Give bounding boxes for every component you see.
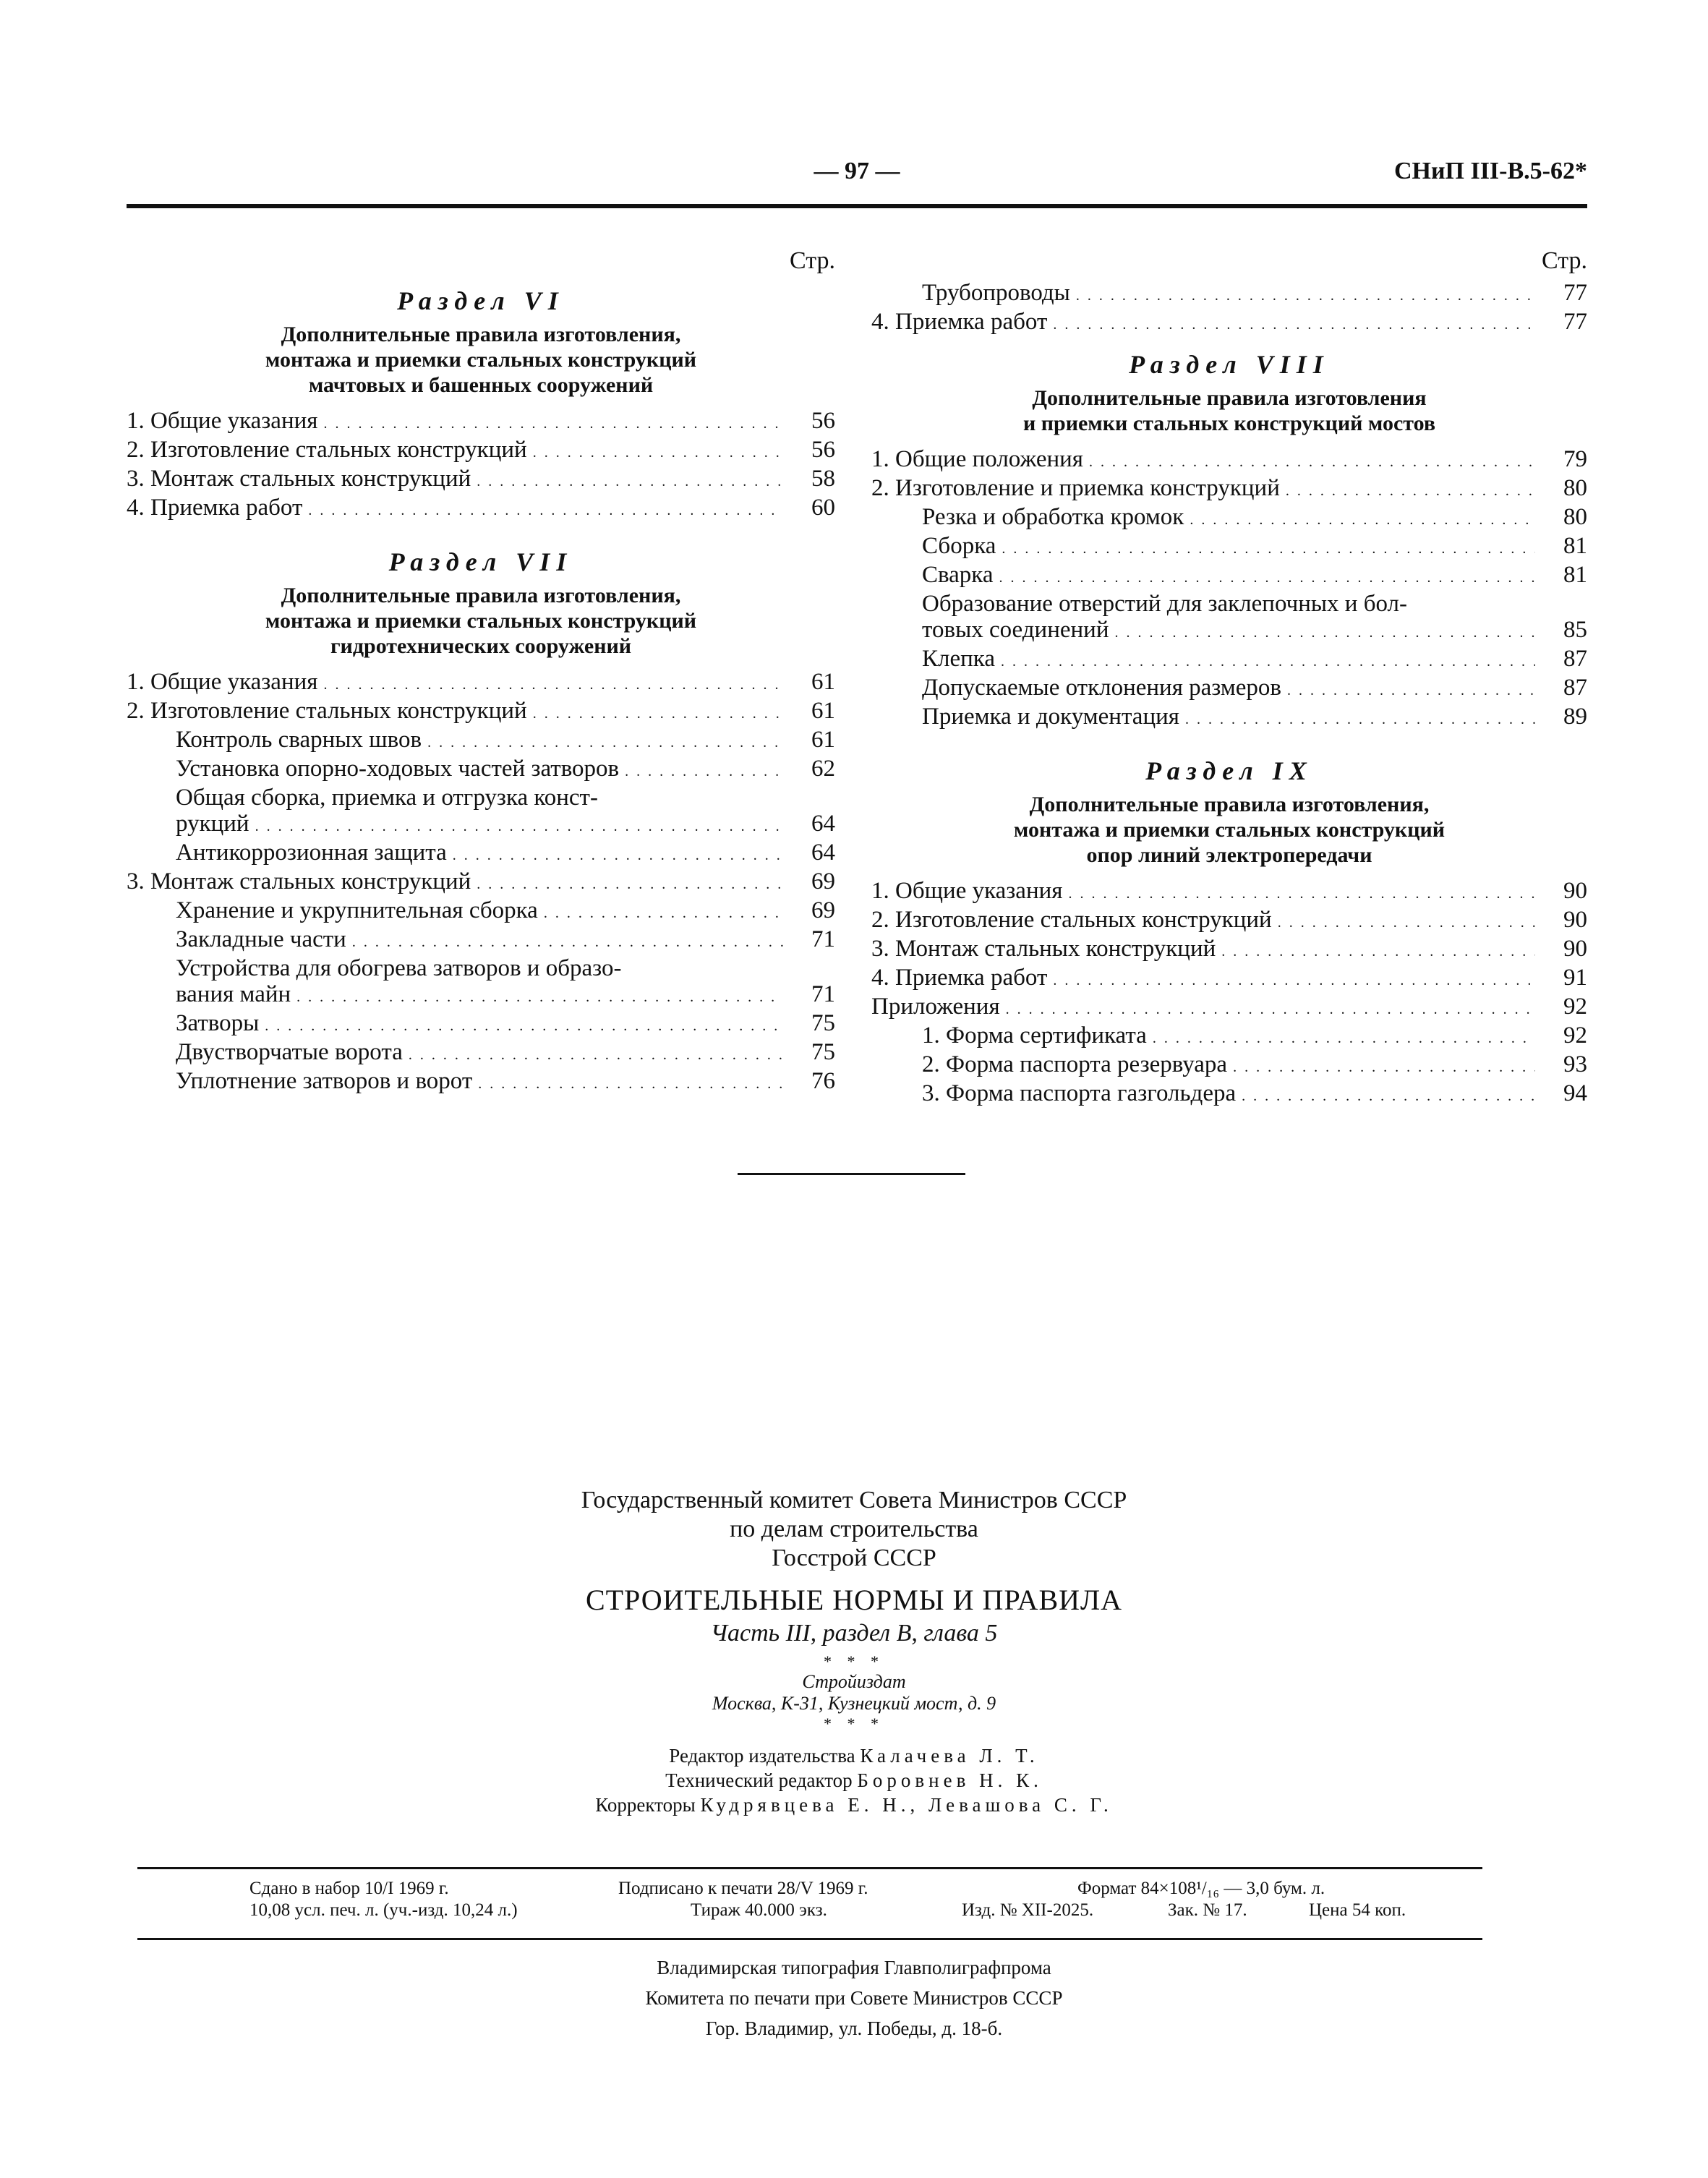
toc-entry[interactable]	[127, 1068, 835, 1097]
toc-list	[871, 280, 1587, 338]
printer-line: Гор. Владимир, ул. Победы, д. 18-б.	[705, 2017, 1003, 2039]
imprint-format: Формат 84×108¹/₁₆ — 3,0 бум. л.	[1077, 1879, 1325, 1898]
toc-entry-page: 92	[1563, 994, 1587, 1020]
printer-line: Комитета по печати при Совете Министров СССР	[645, 1987, 1063, 2009]
printer-info	[0, 1952, 1708, 2044]
toc-entry-page: 61	[811, 669, 835, 695]
toc-entry[interactable]	[127, 1010, 835, 1039]
toc-entry[interactable]	[871, 504, 1587, 533]
toc-entry-page: 60	[811, 495, 835, 521]
section-heading	[127, 583, 835, 659]
leader-dots	[255, 811, 783, 840]
leader-dots	[265, 1010, 783, 1039]
leader-dots	[1286, 475, 1535, 504]
toc-entry-text-line1: Общая сборка, приемка и отгрузка конст-	[176, 785, 598, 811]
toc-entry-text: рукций	[176, 811, 249, 837]
toc-entry[interactable]	[871, 309, 1587, 338]
toc-entry-page: 80	[1563, 504, 1587, 530]
toc-entry-page: 64	[811, 840, 835, 866]
toc-list	[127, 669, 835, 1097]
toc-entry-text-line1: Устройства для обогрева затворов и образо-	[176, 955, 622, 981]
toc-list	[871, 446, 1587, 733]
toc-entry[interactable]	[127, 868, 835, 897]
toc-entry-text: 2. Форма паспорта резервуара	[922, 1051, 1228, 1077]
leader-dots	[1190, 504, 1535, 533]
leader-dots	[533, 437, 783, 466]
header-rule	[127, 204, 1587, 208]
editor-line	[0, 1743, 1708, 1768]
leader-dots	[1221, 936, 1535, 965]
section-7	[127, 541, 835, 1097]
leader-dots	[1153, 1022, 1535, 1051]
toc-entry[interactable]	[871, 936, 1587, 965]
leader-dots	[1233, 1051, 1535, 1080]
toc-entry[interactable]	[871, 965, 1587, 994]
leader-dots	[1185, 704, 1535, 733]
leader-dots	[1278, 907, 1535, 936]
toc-entry-page: 80	[1563, 475, 1587, 501]
leader-dots	[1006, 994, 1535, 1022]
toc-entry-text: Контроль сварных швов	[176, 727, 422, 753]
leader-dots	[296, 981, 783, 1010]
toc-entry-page: 61	[811, 698, 835, 724]
section-heading	[871, 792, 1587, 868]
divider-rule	[738, 1173, 965, 1175]
toc-entry[interactable]	[127, 1039, 835, 1068]
toc-entry[interactable]	[871, 1022, 1587, 1051]
printer-line: Владимирская типография Главполиграфпрома	[657, 1957, 1051, 1978]
toc-entry[interactable]	[127, 785, 835, 840]
toc-entry-page: 76	[811, 1068, 835, 1094]
toc-entry-page: 62	[811, 756, 835, 782]
leader-dots	[625, 756, 783, 785]
toc-entry-page: 87	[1563, 646, 1587, 672]
toc-entry-text: 4. Приемка работ	[127, 495, 303, 521]
book-title: СТРОИТЕЛЬНЫЕ НОРМЫ И ПРАВИЛА	[585, 1584, 1123, 1616]
toc-entry-text: Допускаемые отклонения размеров	[922, 675, 1281, 701]
org-line: Государственный комитет Совета Министров СССР	[581, 1487, 1127, 1513]
heading-line: Дополнительные правила изготовления,	[281, 584, 681, 607]
toc-entry-page: 64	[811, 811, 835, 837]
leader-dots	[323, 408, 783, 437]
section-heading	[871, 385, 1587, 436]
toc-entry-text: Резка и обработка кромок	[922, 504, 1184, 530]
leader-dots	[1053, 309, 1535, 338]
toc-entry[interactable]	[127, 437, 835, 466]
correctors-line	[0, 1793, 1708, 1817]
toc-entry-page: 71	[811, 926, 835, 952]
toc-entry[interactable]	[127, 408, 835, 437]
toc-entry-text: Приемка и документация	[922, 704, 1179, 730]
imprint-signed: Подписано к печати 28/V 1969 г.	[618, 1879, 868, 1898]
toc-entry-text: 2. Изготовление стальных конструкций	[127, 437, 527, 463]
toc-entry-text: 4. Приемка работ	[871, 965, 1048, 991]
colophon	[0, 1486, 1708, 1817]
leader-dots	[453, 840, 783, 868]
publisher-address: Москва, К-31, Кузнецкий мост, д. 9	[712, 1693, 996, 1714]
leader-dots	[308, 495, 783, 524]
section-title: Раздел VII	[388, 547, 573, 576]
imprint-price: Цена 54 коп.	[1309, 1900, 1406, 1920]
toc-entry[interactable]	[127, 955, 835, 1010]
tech-editor-label: Технический редактор	[665, 1769, 853, 1791]
toc-entry[interactable]	[871, 446, 1587, 475]
toc-entry-page: 69	[811, 868, 835, 894]
toc-entry[interactable]	[127, 897, 835, 926]
toc-entry-page: 77	[1563, 280, 1587, 306]
leader-dots	[1287, 675, 1535, 704]
toc-entry-text: 3. Монтаж стальных конструкций	[127, 868, 471, 894]
leader-dots	[477, 466, 783, 495]
heading-line: Дополнительные правила изготовления	[1032, 386, 1427, 410]
toc-entry-text: 1. Общие указания	[127, 408, 318, 434]
leader-dots	[477, 868, 783, 897]
heading-line: и приемки стальных конструкций мостов	[1022, 411, 1436, 435]
toc-entry-page: 90	[1563, 936, 1587, 962]
toc-entry-text: 3. Форма паспорта газгольдера	[922, 1080, 1237, 1106]
leader-dots	[1068, 878, 1535, 907]
toc-left-column	[127, 242, 835, 1097]
leader-dots	[1089, 446, 1535, 475]
leader-dots	[478, 1068, 783, 1097]
toc-entry-text: 2. Изготовление и приемка конструкций	[871, 475, 1280, 501]
toc-entry-page: 90	[1563, 907, 1587, 933]
leader-dots	[1076, 280, 1535, 309]
leader-dots	[1001, 646, 1535, 675]
page-number: — 97 —	[814, 158, 900, 184]
toc-entry[interactable]	[871, 704, 1587, 733]
leader-dots	[323, 669, 783, 698]
toc-entry-page: 71	[811, 981, 835, 1007]
section-9	[871, 750, 1587, 1109]
page-header	[127, 158, 1587, 194]
toc-entry-page: 56	[811, 437, 835, 463]
toc-entry[interactable]	[871, 907, 1587, 936]
imprint-block	[0, 1878, 1708, 1921]
toc-entry[interactable]	[127, 466, 835, 495]
section-title: Раздел VI	[397, 286, 565, 315]
tech-editor-name: Боровнев Н. К.	[857, 1769, 1043, 1791]
imprint-rule-top	[137, 1867, 1482, 1869]
toc-entry-page: 87	[1563, 675, 1587, 701]
toc-entry-page: 89	[1563, 704, 1587, 730]
toc-entry-page: 69	[811, 897, 835, 923]
heading-line: монтажа и приемки стальных конструкций	[1013, 818, 1446, 842]
heading-line: гидротехнических сооружений	[330, 634, 632, 658]
leader-dots	[999, 562, 1535, 591]
toc-entry[interactable]	[871, 591, 1587, 646]
toc-entry-text: Хранение и укрупнительная сборка	[176, 897, 538, 923]
toc-entry[interactable]	[871, 562, 1587, 591]
toc-entry[interactable]	[871, 475, 1587, 504]
toc-entry-page: 75	[811, 1010, 835, 1036]
toc-entry[interactable]	[871, 994, 1587, 1022]
toc-entry-page: 92	[1563, 1022, 1587, 1049]
toc-entry-text: Затворы	[176, 1010, 260, 1036]
toc-entry-text: 2. Изготовление стальных конструкций	[871, 907, 1272, 933]
toc-entry-page: 85	[1563, 617, 1587, 643]
toc-entry[interactable]	[127, 756, 835, 785]
toc-entry-text: вания майн	[176, 981, 291, 1007]
book-subtitle: Часть III, раздел В, глава 5	[710, 1620, 998, 1647]
toc-entry-page: 91	[1563, 965, 1587, 991]
section-heading	[127, 322, 835, 398]
toc-list	[127, 408, 835, 524]
toc-entry-text: Сварка	[922, 562, 994, 588]
toc-entry[interactable]	[871, 1080, 1587, 1109]
section-6	[127, 280, 835, 524]
toc-entry-page: 79	[1563, 446, 1587, 472]
correctors-names: Кудрявцева Е. Н., Левашова С. Г.	[700, 1794, 1113, 1816]
toc-entry-page: 75	[811, 1039, 835, 1065]
toc-entry[interactable]	[127, 926, 835, 955]
leader-dots	[427, 727, 783, 756]
toc-entry[interactable]	[127, 840, 835, 868]
toc-entry[interactable]	[127, 669, 835, 698]
imprint-run: Тираж 40.000 экз.	[691, 1900, 827, 1920]
toc-entry-text: 3. Монтаж стальных конструкций	[871, 936, 1216, 962]
page-column-label: Стр.	[789, 247, 835, 274]
editor-name: Калачева Л. Т.	[860, 1745, 1039, 1767]
toc-entry-text: Двустворчатые ворота	[176, 1039, 403, 1065]
imprint-order: Зак. № 17.	[1168, 1900, 1247, 1920]
leader-dots	[1002, 533, 1535, 562]
leader-dots	[544, 897, 783, 926]
toc-entry-text: товых соединений	[922, 617, 1109, 643]
leader-dots	[352, 926, 783, 955]
section-title: Раздел IX	[1145, 756, 1313, 785]
org-line: по делам строительства	[730, 1516, 978, 1542]
toc-entry-page: 81	[1563, 533, 1587, 559]
heading-line: опор линий электропередачи	[1086, 843, 1372, 867]
toc-entry-page: 90	[1563, 878, 1587, 904]
toc-entry-page: 61	[811, 727, 835, 753]
toc-entry-text: Клепка	[922, 646, 995, 672]
page-column-label: Стр.	[1541, 247, 1587, 274]
leader-dots	[533, 698, 783, 727]
toc-right-column	[871, 242, 1587, 1109]
section-title: Раздел VIII	[1129, 350, 1330, 379]
toc-entry-text: 3. Монтаж стальных конструкций	[127, 466, 471, 492]
toc-entry[interactable]	[871, 878, 1587, 907]
heading-line: монтажа и приемки стальных конструкций	[265, 348, 697, 372]
org-line: Госстрой СССР	[772, 1545, 936, 1571]
leader-dots	[1053, 965, 1535, 994]
toc-entry-text: Антикоррозионная защита	[176, 840, 447, 866]
toc-entry[interactable]	[871, 280, 1587, 309]
toc-entry[interactable]	[127, 727, 835, 756]
heading-line: Дополнительные правила изготовления,	[281, 323, 681, 346]
imprint-sheets: 10,08 усл. печ. л. (уч.-изд. 10,24 л.)	[249, 1900, 518, 1920]
toc-entry[interactable]	[127, 698, 835, 727]
toc-entry-text: Закладные части	[176, 926, 346, 952]
toc-entry-text: Приложения	[871, 994, 1000, 1020]
toc-entry-text: Уплотнение затворов и ворот	[176, 1068, 473, 1094]
heading-line: монтажа и приемки стальных конструкций	[265, 609, 697, 633]
toc-entry-page: 58	[811, 466, 835, 492]
correctors-label: Корректоры	[595, 1794, 696, 1816]
separator-stars: * * *	[824, 1714, 884, 1733]
leader-dots	[409, 1039, 783, 1068]
toc-entry-text: 4. Приемка работ	[871, 309, 1048, 335]
toc-entry-page: 77	[1563, 309, 1587, 335]
tech-editor-line	[0, 1768, 1708, 1793]
toc-entry[interactable]	[871, 533, 1587, 562]
toc-entry-text: 1. Общие положения	[871, 446, 1083, 472]
imprint-rule-bottom	[137, 1938, 1482, 1940]
leader-dots	[1115, 617, 1536, 646]
imprint-edition: Изд. № XII-2025.	[962, 1900, 1094, 1920]
toc-entry-page: 93	[1563, 1051, 1587, 1077]
toc-entry-text: Сборка	[922, 533, 996, 559]
publisher: Стройиздат	[802, 1671, 906, 1692]
document-code: СНиП III-В.5-62*	[1393, 158, 1587, 184]
toc-list	[871, 878, 1587, 1109]
toc-entry-text-line1: Образование отверстий для заклепочных и бол-	[922, 591, 1408, 617]
section-8	[871, 343, 1587, 733]
separator-stars: * * *	[824, 1652, 884, 1670]
toc-entry[interactable]	[127, 495, 835, 524]
toc-entry[interactable]	[871, 675, 1587, 704]
leader-dots	[1242, 1080, 1535, 1109]
toc-entry-text: 2. Изготовление стальных конструкций	[127, 698, 527, 724]
toc-entry-page: 94	[1563, 1080, 1587, 1106]
toc-entry[interactable]	[871, 1051, 1587, 1080]
toc-entry-text: Трубопроводы	[922, 280, 1070, 306]
editor-label: Редактор издательства	[669, 1745, 855, 1767]
toc-entry-text: Установка опорно-ходовых частей затворов	[176, 756, 620, 782]
toc-entry-text: 1. Общие указания	[127, 669, 318, 695]
toc-entry-text: 1. Общие указания	[871, 878, 1063, 904]
toc-entry-page: 56	[811, 408, 835, 434]
toc-entry-page: 81	[1563, 562, 1587, 588]
heading-line: Дополнительные правила изготовления,	[1029, 793, 1430, 816]
toc-entry-text: 1. Форма сертификата	[922, 1022, 1147, 1049]
imprint-typeset: Сдано в набор 10/I 1969 г.	[249, 1879, 449, 1898]
toc-entry[interactable]	[871, 646, 1587, 675]
heading-line: мачтовых и башенных сооружений	[308, 373, 654, 397]
